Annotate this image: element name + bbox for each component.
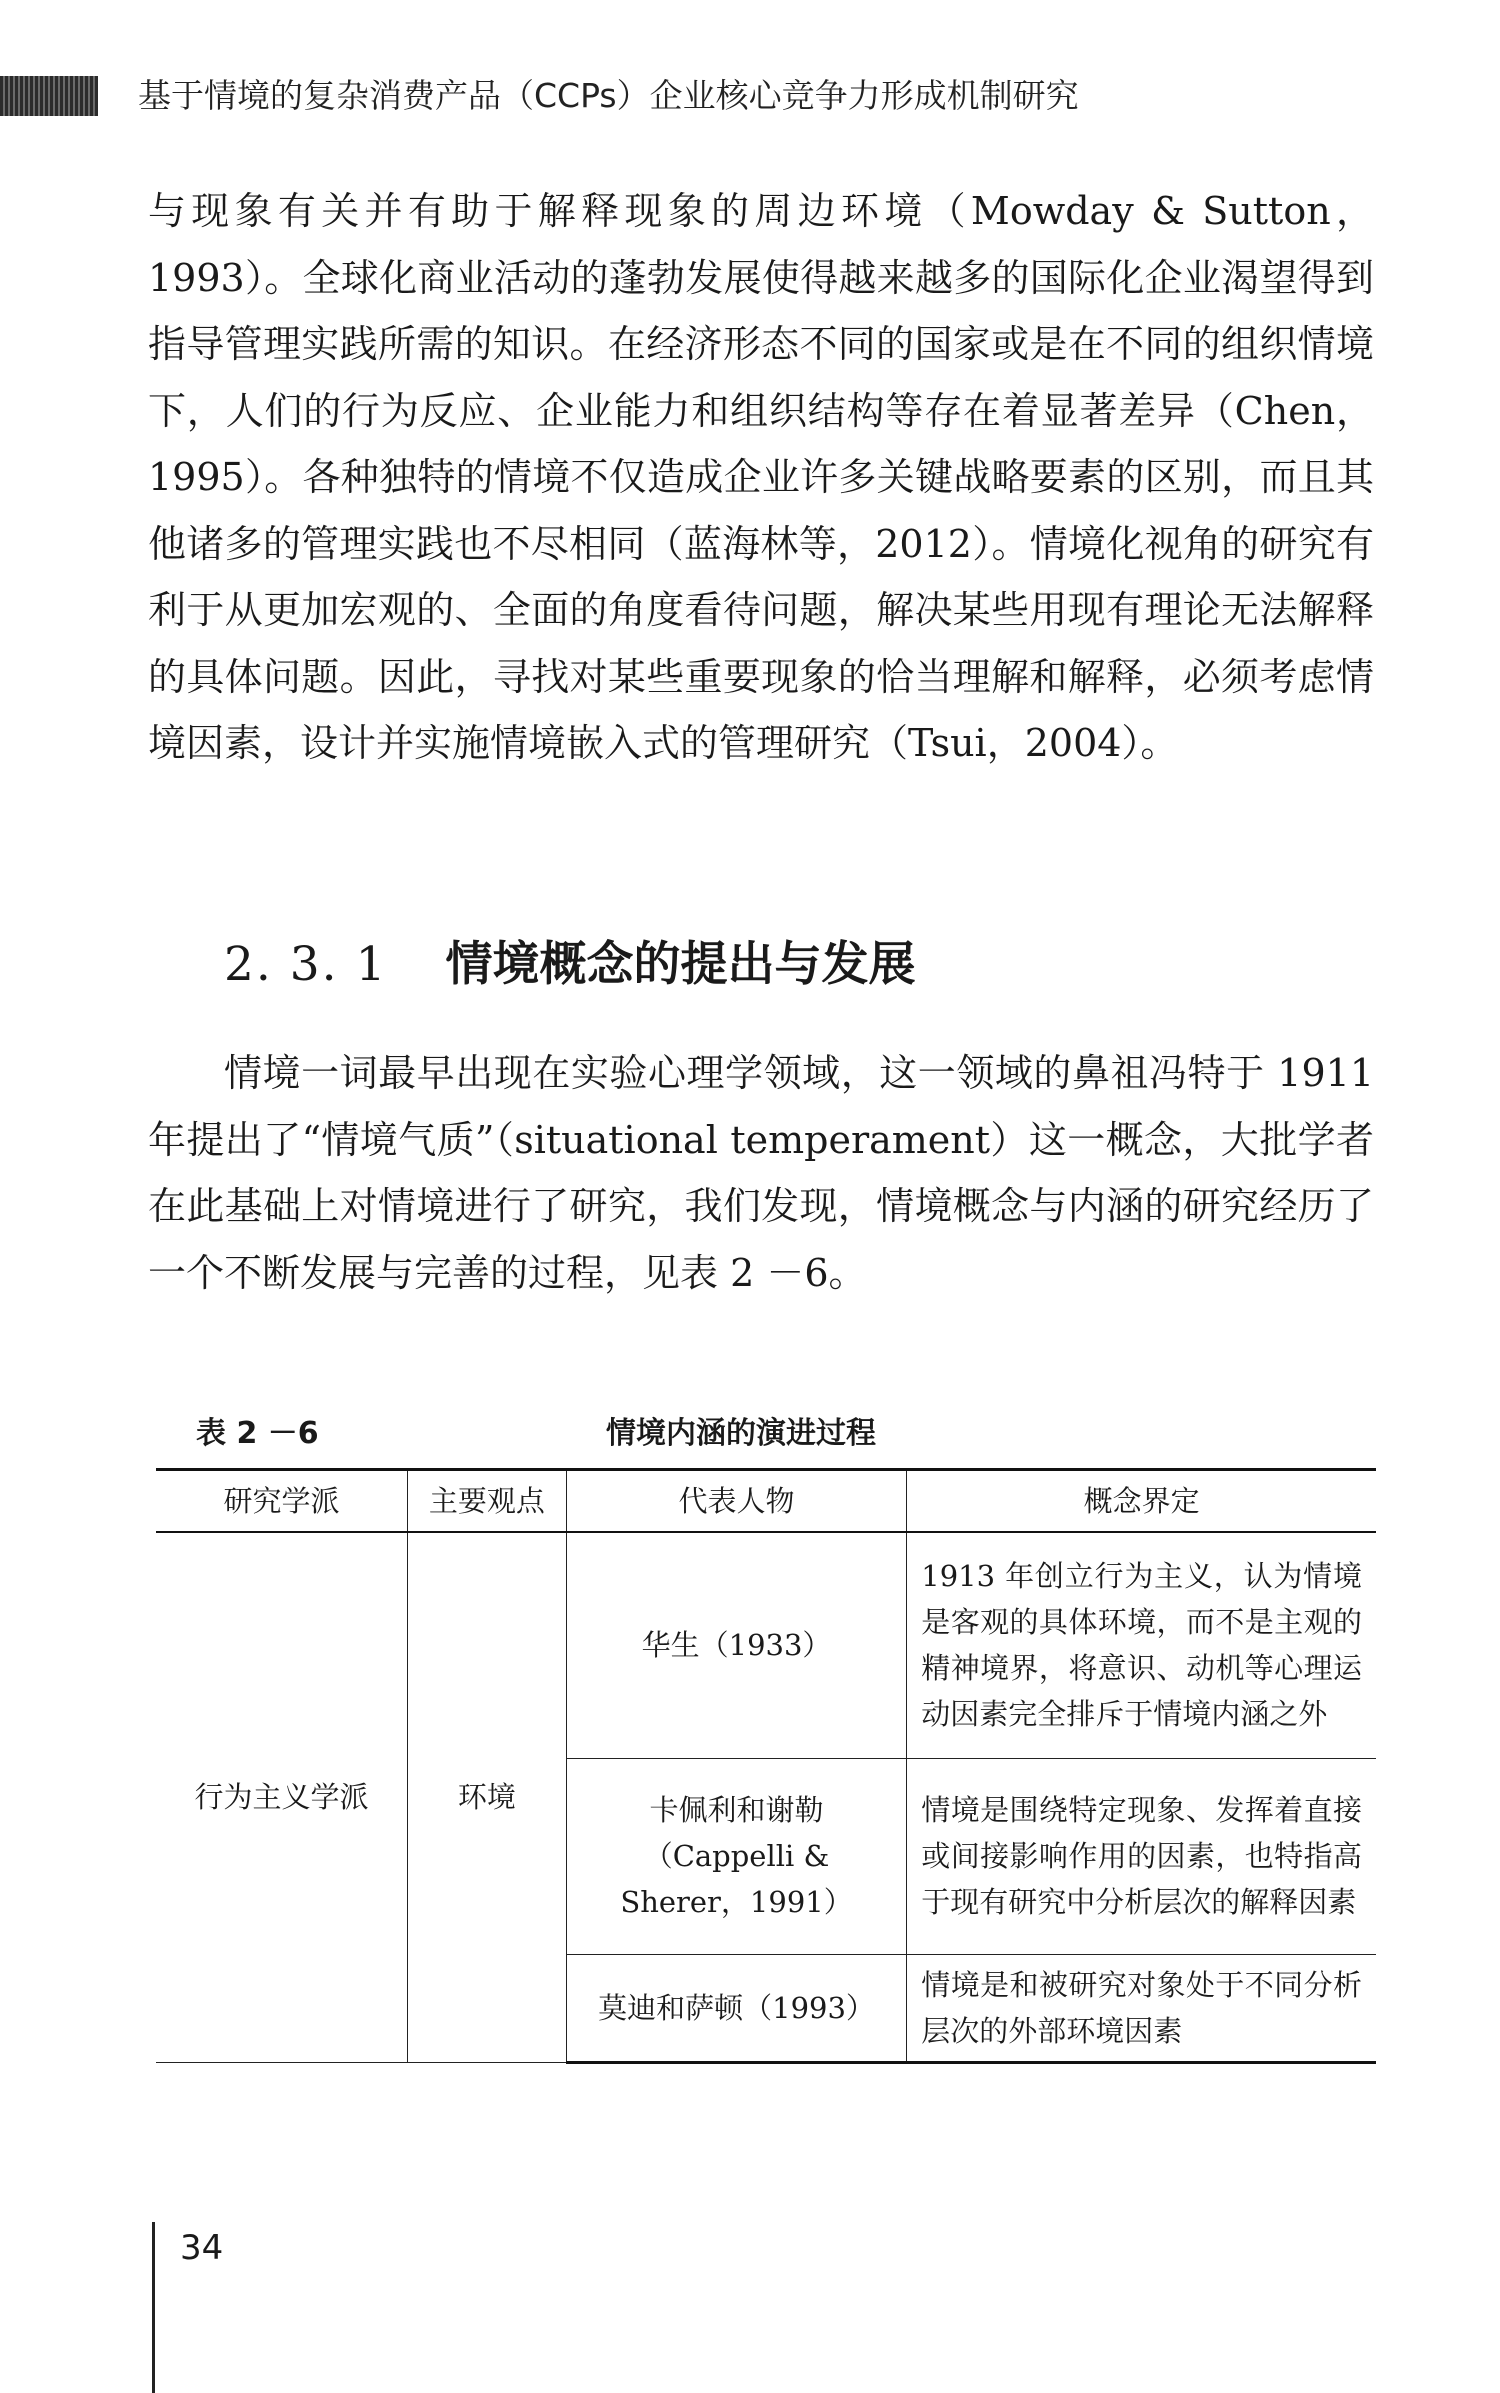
definition-cell: 情境是和被研究对象处于不同分析层次的外部环境因素 [907,1954,1376,2062]
table-row [156,1532,1376,1758]
table-caption: 情境内涵的演进过程 [606,1416,876,1451]
header-decoration [0,76,98,116]
section-number: 2. 3. 1 [224,937,388,992]
page-number: 34 [180,2228,224,2268]
table-label: 表 2 －6 [196,1416,319,1451]
page-margin-rule [152,2222,155,2393]
body-paragraph-1: 与现象有关并有助于解释现象的周边环境（Mowday & Sutton，1993）。全球化商业活动的蓬勃发展使得越来越多的国际化企业渴望得到指导管理实践所需的知识。在经济形态不同的国家或是在不同的组织情境下，人们的行为反应、企业能力和组织结构等存在着显著差异（Chen，1995）。各种独特的情境不仅造成企业许多关键战略要素的区别，而且其他诸多的管理实践也不尽相同（蓝海林等，2012）。情境化视角的研究有利于从更加宏观的、全面的角度看待问题，解决某些用现有理论无法解释的具体问题。因此，寻找对某些重要现象的恰当理解和解释，必须考虑情境因素，设计并实施情境嵌入式的管理研究（Tsui，2004）。 [148,189,1374,765]
concept-evolution-table [156,1468,1376,2064]
definition-cell: 情境是围绕特定现象、发挥着直接或间接影响作用的因素，也特指高于现有研究中分析层次的解释因素 [907,1758,1376,1954]
table-header-cell: 主要观点 [407,1470,566,1533]
section-heading [224,930,915,1000]
section-title: 情境概念的提出与发展 [445,937,916,992]
person-cell: 莫迪和萨顿（1993） [566,1954,907,2062]
person-cell: 华生（1933） [566,1532,907,1758]
running-header: 基于情境的复杂消费产品（CCPs）企业核心竞争力形成机制研究 [138,76,1079,115]
table-header-cell: 代表人物 [566,1470,907,1533]
table-header-row [156,1470,1376,1533]
school-cell: 行为主义学派 [156,1532,407,2062]
person-cell: 卡佩利和谢勒（Cappelli & Sherer，1991） [566,1758,907,1954]
table-header-cell: 研究学派 [156,1470,407,1533]
viewpoint-cell: 环境 [407,1532,566,2062]
table-header-cell: 概念界定 [907,1470,1376,1533]
definition-cell: 1913 年创立行为主义，认为情境是客观的具体环境，而不是主观的精神境界，将意识、动机等心理运动因素完全排斥于情境内涵之外 [907,1532,1376,1758]
body-paragraph-2: 情境一词最早出现在实验心理学领域，这一领域的鼻祖冯特于 1911 年提出了“情境气质”（situational temperament）这一概念，大批学者在此基础上对情境进行了研究，我们发现，情境概念与内涵的研究经历了一个不断发展与完善的过程，见表 2 －6。 [148,1051,1374,1295]
